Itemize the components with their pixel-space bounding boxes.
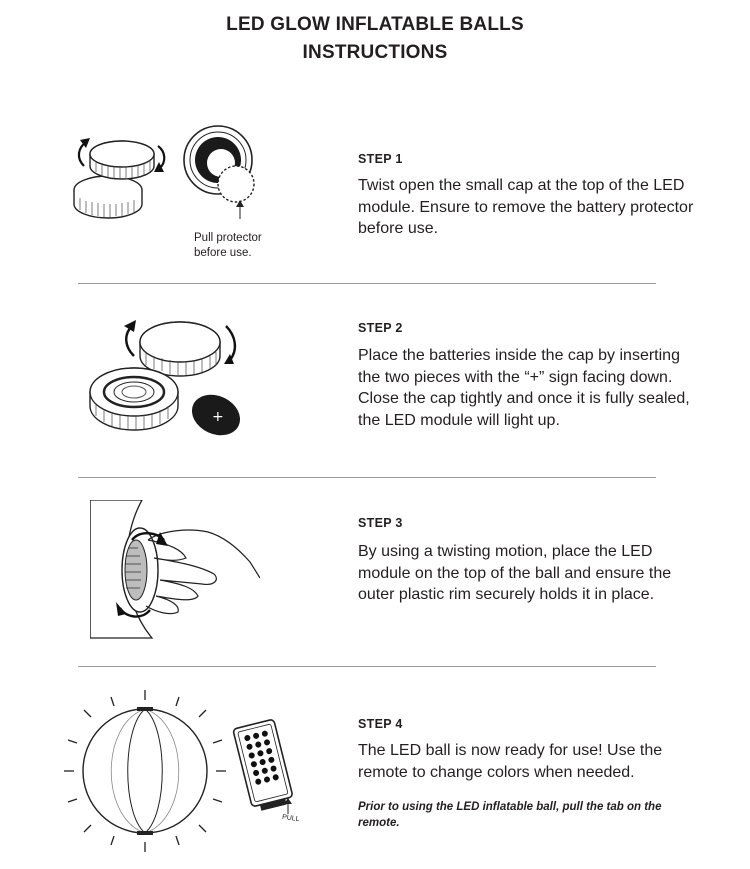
pull-tab-label: PULL (281, 813, 300, 824)
inflatable-ball-icon (62, 688, 228, 854)
hand-twist-module-icon (90, 500, 260, 640)
page-subtitle: INSTRUCTIONS (302, 42, 448, 63)
step-4-label: STEP 4 (358, 717, 403, 731)
remote-pull-note: Prior to using the LED inflatable ball, pull the tab on the remote. (358, 801, 662, 829)
step-2-label: STEP 2 (358, 321, 403, 335)
arrow-up-icon (283, 798, 293, 814)
protector-caption-line-2: before use. (194, 247, 252, 259)
divider (78, 283, 656, 284)
step-3-text: By using a twisting motion, place the LED module on the top of the ball and ensure the outer plastic rim securely holds it in place. (358, 543, 672, 603)
divider (78, 666, 656, 667)
step-3-label: STEP 3 (358, 516, 403, 530)
page-title: LED GLOW INFLATABLE BALLS (226, 14, 524, 35)
protector-caption-line-1: Pull protector (194, 232, 262, 244)
battery-protector-icon (178, 124, 264, 224)
led-cap-twist-icon (66, 128, 176, 223)
battery-symbol: + (212, 409, 224, 425)
step-4-text: The LED ball is now ready for use! Use the remote to change colors when needed. (358, 742, 663, 781)
divider (78, 477, 656, 478)
step-1-label: STEP 1 (358, 152, 403, 166)
coin-battery-icon (188, 388, 244, 438)
step-1-text: Twist open the small cap at the top of the LED module. Ensure to remove the battery protector before use. (358, 177, 694, 237)
step-2-text: Place the batteries inside the cap by inserting the two pieces with the “+” sign facing down. Close the cap tightly and once it is fully sealed, the LED module will light up. (358, 347, 690, 429)
